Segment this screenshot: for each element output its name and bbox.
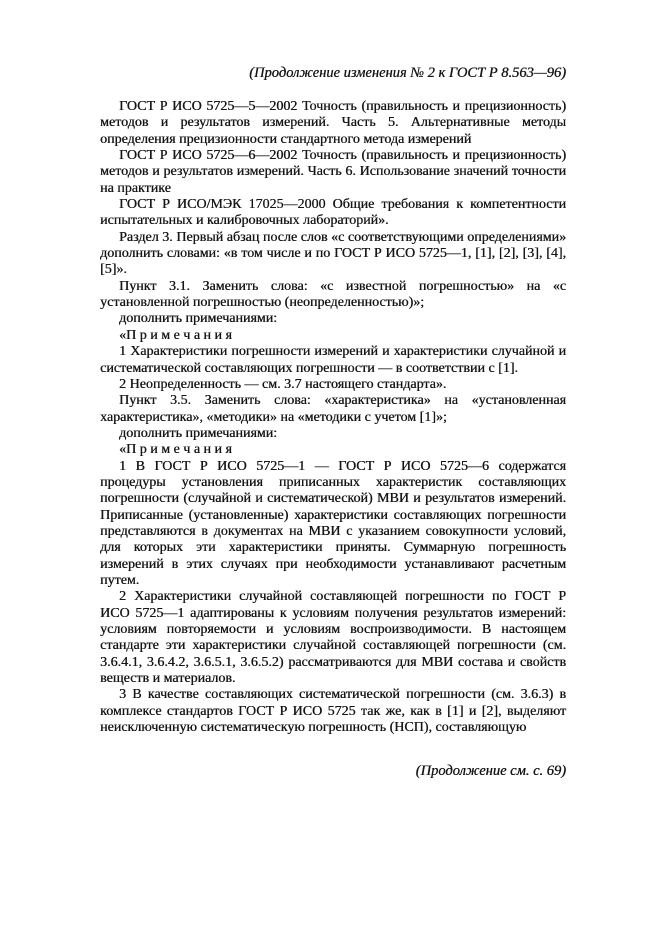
paragraph: 1 В ГОСТ Р ИСО 5725—1 — ГОСТ Р ИСО 5725—6 содержатся процедуры установления приписанных характеристик составляющих погрешности (случайной и систематической) МВИ и результатов измерений. Приписанные (установленные) характеристики составляющих погрешности представляются в документах на МВИ с указанием совокупности условий, для которых эти характеристики приняты. Суммарную погрешность измерений в этих случаях при необходимости устанавливают расчетным путем.: [100, 458, 566, 588]
document-body: [100, 99, 566, 736]
paragraph: ГОСТ Р ИСО/МЭК 17025—2000 Общие требования к компетентности испытательных и калибровочных лабораторий».: [100, 197, 566, 229]
paragraph: 2 Неопределенность — см. 3.7 настоящего стандарта».: [119, 376, 447, 392]
paragraph: 2 Характеристики случайной составляющей погрешности по ГОСТ Р ИСО 5725—1 адаптированы к условиям получения результатов измерений: условиям повторяемости и условиям воспроизводимости. В настоящем стандарте эти характеристики случайной составляющей погрешности (см. 3.6.4.1, 3.6.4.2, 3.6.5.1, 3.6.5.2) рассматриваются для МВИ состава и свойств веществ и материалов.: [100, 589, 566, 687]
paragraph: ГОСТ Р ИСО 5725—6—2002 Точность (правильность и прецизионность) методов и результатов измерений. Часть 6. Использование значений точности на практике: [100, 148, 566, 196]
paragraph: ГОСТ Р ИСО 5725—5—2002 Точность (правильность и прецизионность) методов и результатов измерений. Часть 5. Альтернативные методы определения прецизионности стандартного метода измерений: [100, 99, 566, 147]
paragraph: «П р и м е ч а н и я: [119, 442, 232, 458]
header-continuation-note: (Продолжение изменения № 2 к ГОСТ Р 8.563—96): [249, 65, 566, 81]
paragraph: 1 Характеристики погрешности измерений и характеристики случайной и систематической составляющих погрешности — в соответствии с [1].: [100, 344, 566, 376]
paragraph: «П р и м е ч а н и я: [119, 327, 232, 343]
paragraph: дополнить примечаниями:: [119, 311, 278, 327]
paragraph: Пункт 3.1. Заменить слова: «с известной погрешностью» на «с установленной погрешностью (неопределенностью)»;: [100, 278, 566, 311]
paragraph: 3 В качестве составляющих систематической погрешности (см. 3.6.3) в комплексе стандартов ГОСТ Р ИСО 5725 так же, как в [1] и [2], выделяют неисключенную систематическую погрешность (НСП), составляющую: [100, 687, 566, 736]
footer-continuation-note: (Продолжение см. с. 69): [415, 763, 566, 779]
paragraph: дополнить примечаниями:: [119, 425, 278, 441]
paragraph: Пункт 3.5. Заменить слова: «характеристика» на «установленная характеристика», «методики» на «методики с учетом [1]»;: [100, 393, 566, 425]
paragraph: Раздел 3. Первый абзац после слов «с соответствующими определениями» дополнить словами: «в том числе и по ГОСТ Р ИСО 5725—1, [1], [2], [3], [4], [5]».: [100, 229, 566, 278]
